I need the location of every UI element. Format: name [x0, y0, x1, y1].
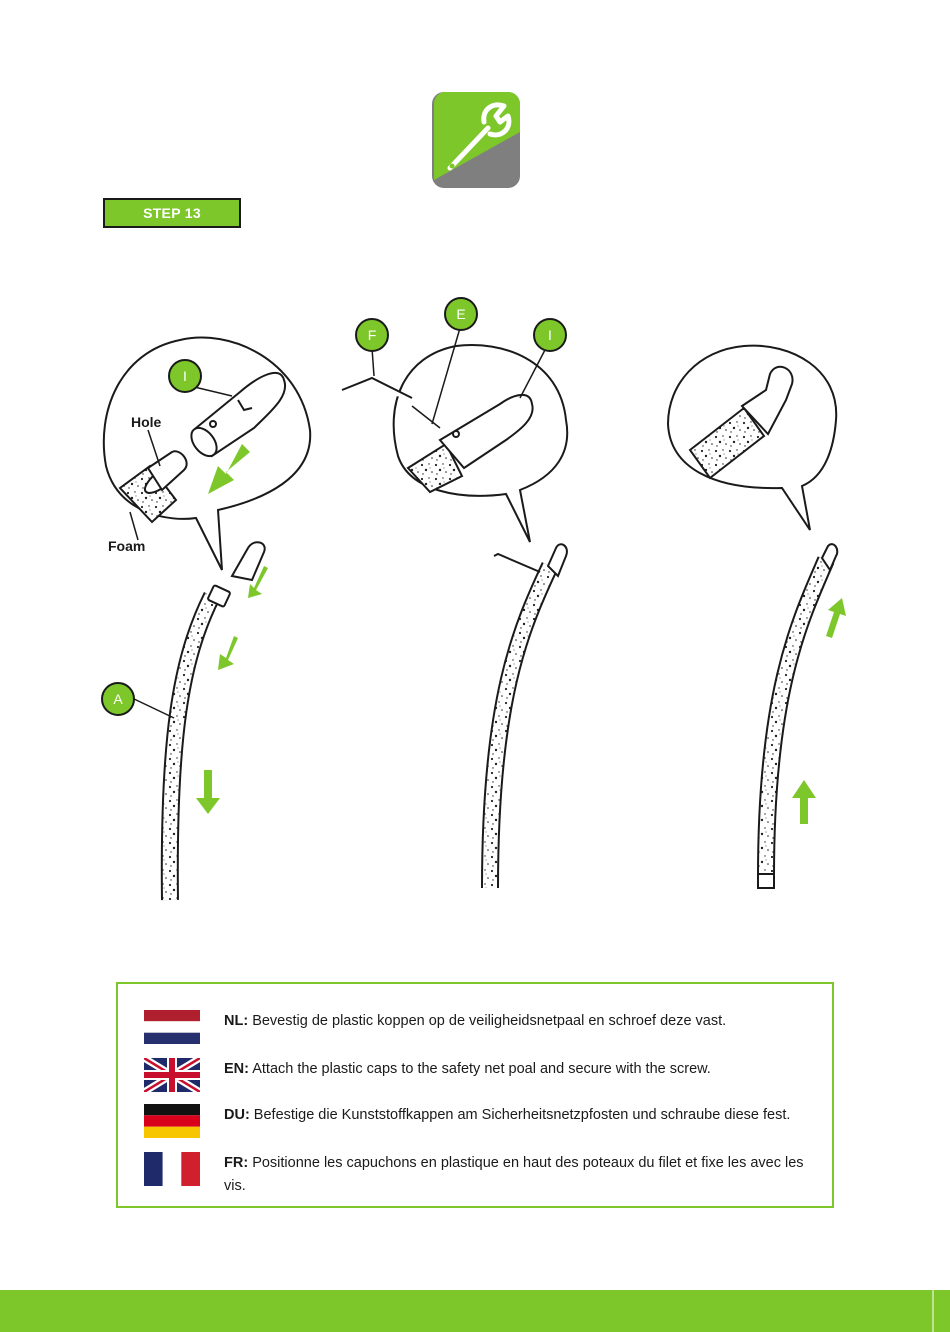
part-i-middle: I: [533, 318, 567, 352]
lang-code: DU:: [224, 1107, 250, 1123]
footer-divider: [932, 1290, 934, 1332]
flag-uk-icon: [144, 1058, 200, 1092]
arrow-up-right-2: [792, 780, 816, 824]
instruction-text: Bevestig de plastic koppen op de veiligheidsnetpaal en schroef deze vast.: [248, 1013, 727, 1029]
flag-germany-icon: [144, 1104, 200, 1138]
hole-label: Hole: [131, 414, 162, 430]
foam-label: Foam: [108, 538, 146, 554]
part-a: A: [101, 682, 135, 716]
arrow-down-left-2: [218, 636, 238, 670]
instruction-text: Positionne les capuchons en plastique en haut des poteaux du filet et fixe les avec les vis.: [224, 1155, 804, 1194]
wrench-icon: [432, 92, 522, 190]
instruction-row-fr: [144, 1152, 822, 1198]
part-i-left: I: [168, 359, 202, 393]
instructions-box: [116, 982, 834, 1208]
footer-bar: [0, 1290, 950, 1332]
instruction-text: Befestige die Kunststoffkappen am Sicherheitsnetzpfosten und schraube diese fest.: [249, 1107, 791, 1123]
arrow-down-left-3: [196, 770, 220, 814]
plastic-cap-left-small: [232, 542, 265, 580]
instruction-row-du: [144, 1104, 822, 1138]
step-badge: STEP 13: [103, 198, 241, 228]
flag-netherlands-icon: [144, 1010, 200, 1044]
lang-code: FR:: [224, 1155, 249, 1171]
flag-france-icon: [144, 1152, 200, 1186]
part-f: F: [355, 318, 389, 352]
assembly-illustration: [0, 280, 950, 920]
lang-code: NL:: [224, 1013, 249, 1029]
instruction-row-en: [144, 1058, 822, 1092]
lang-code: EN:: [224, 1061, 249, 1077]
instruction-row-nl: [144, 1010, 822, 1044]
instruction-text: Attach the plastic caps to the safety net poal and secure with the screw.: [248, 1061, 711, 1077]
part-e: E: [444, 297, 478, 331]
arrow-up-right-1: [826, 598, 846, 638]
